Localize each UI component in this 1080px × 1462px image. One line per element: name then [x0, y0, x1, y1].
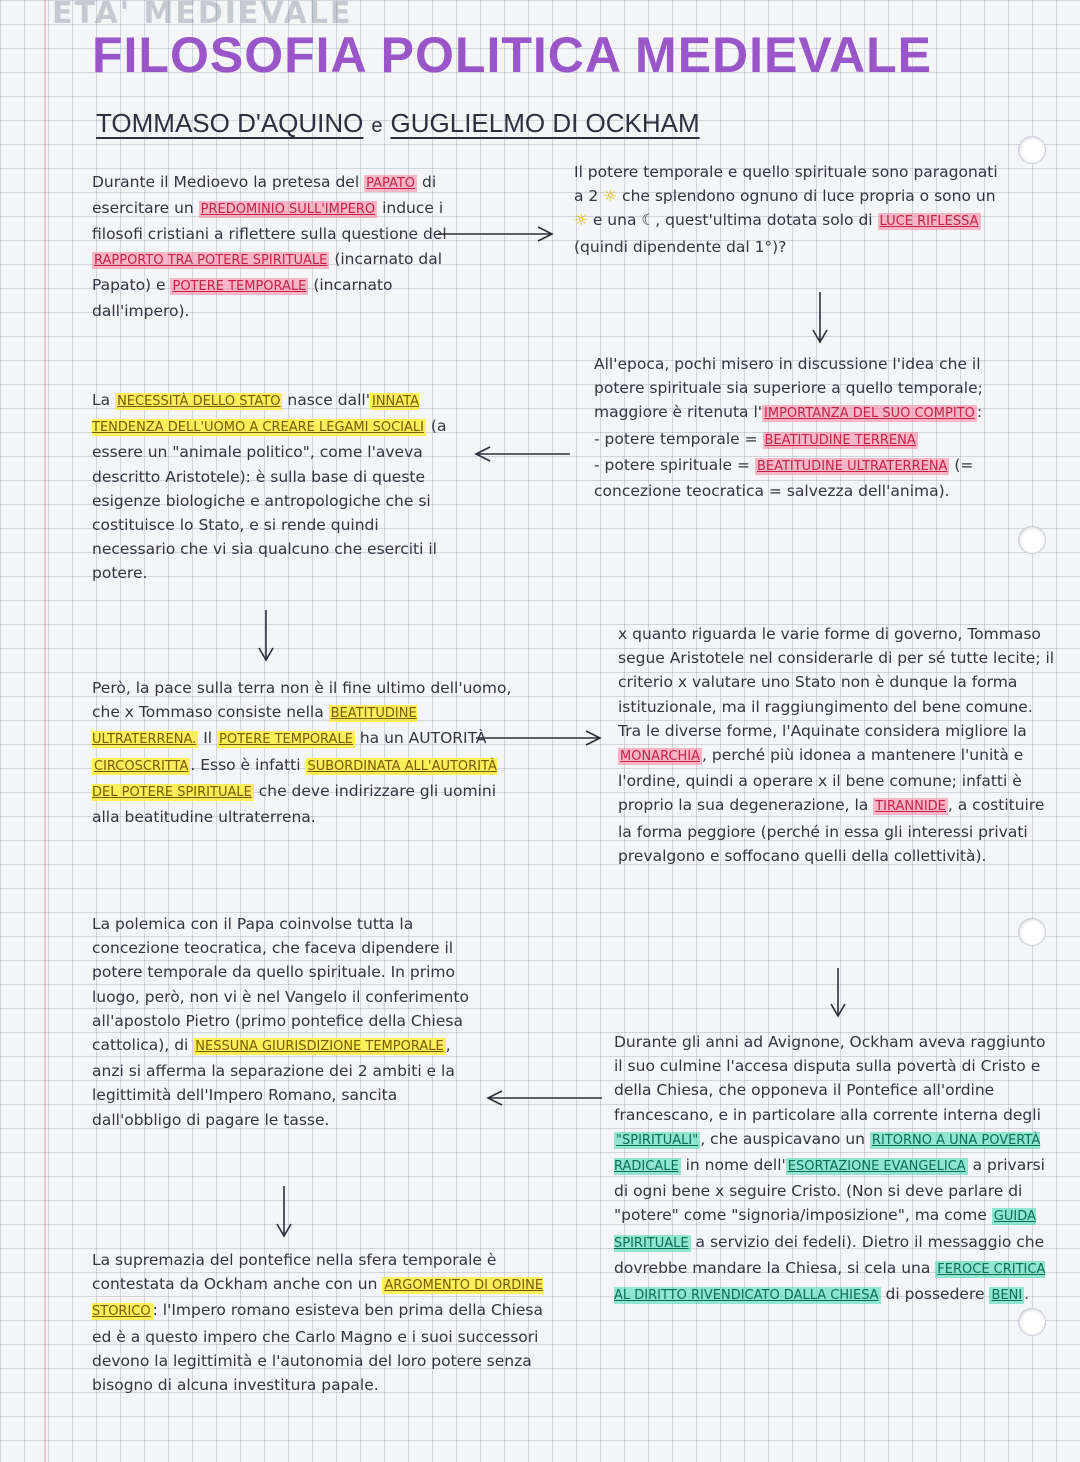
text: .: [1024, 1285, 1030, 1304]
text: All'epoca, pochi misero in discussione l'idea che il potere spirituale sia superiore a quello temporale; maggiore è ritenuta l': [594, 355, 983, 422]
highlight: ESORTAZIONE EVANGELICA: [787, 1159, 966, 1175]
text: Il potere temporale e quello spirituale sono paragonati a 2: [574, 163, 998, 206]
subtitle-conj: e: [371, 115, 383, 137]
text: a servizio dei fedeli). Dietro il messaggio che dovrebbe mandare la Chiesa, si cela una: [614, 1232, 1045, 1277]
highlight: BEATITUDINE ULTRATERRENA: [756, 458, 948, 474]
text: ha un AUTORITÀ: [354, 729, 487, 748]
text: (= concezione teocratica = salvezza dell'anima).: [594, 455, 974, 501]
subtitle-right: GUGLIELMO DI OCKHAM: [390, 108, 700, 138]
highlight: POTERE TEMPORALE: [172, 278, 307, 294]
arrow-left-1: [472, 442, 572, 466]
text: - potere temporale =: [594, 429, 763, 448]
text: - potere spirituale =: [594, 455, 755, 474]
text: :: [976, 403, 983, 422]
text: a privarsi di ogni bene x seguire Cristo. (Non si deve parlare di "potere" come "signoria/imposizione", ma come: [614, 1156, 1045, 1225]
text: che deve indirizzare gli uomini alla beatitudine ultraterrena.: [92, 781, 496, 827]
text: Però, la pace sulla terra non è il fine ultimo dell'uomo, che x Tommaso consiste nella: [92, 679, 512, 722]
text: . Esso è infatti: [190, 755, 306, 774]
text: che splendono ognuno di luce propria o sono un: [617, 187, 996, 206]
text: Il: [198, 729, 217, 748]
left-block-3: [92, 676, 522, 829]
arrow-down-4: [272, 1184, 296, 1240]
highlight: BENI: [991, 1288, 1023, 1304]
margin-line: [44, 0, 46, 1462]
right-block-2: [594, 352, 1014, 503]
text: di possedere: [880, 1285, 990, 1304]
highlight: PAPATO: [366, 176, 416, 191]
binder-hole-2: [1018, 526, 1046, 554]
arrow-left-2: [484, 1086, 604, 1110]
arrow-down-1: [808, 290, 832, 346]
highlight: TIRANNIDE: [875, 799, 946, 815]
left-block-1: [92, 170, 454, 323]
text: , che auspicavano un: [700, 1129, 870, 1148]
left-block-4: [92, 912, 484, 1132]
page-title: FILOSOFIA POLITICA MEDIEVALE: [92, 27, 933, 83]
highlight: CIRCOSCRITTA: [94, 758, 189, 774]
text: e una: [587, 211, 642, 230]
moon-icon: ☾: [641, 211, 656, 230]
text: induce i filosofi cristiani a riflettere sulla questione del: [92, 199, 447, 244]
text: , anzi si afferma la separazione dei 2 ambiti e la legittimità dell'Impero Romano, sancita dall'obbligo di pagare le tasse.: [92, 1036, 455, 1129]
text: di esercitare un: [92, 173, 437, 218]
highlight: ARGOMENTO DI ORDINE STORICO: [92, 1278, 544, 1320]
page-subtitle: [96, 108, 700, 139]
highlight: RAPPORTO TRA POTERE SPIRITUALE: [94, 252, 328, 268]
text: (quindi dipendente dal 1°)?: [574, 237, 787, 256]
left-block-2: [92, 388, 454, 586]
arrow-down-3: [826, 966, 850, 1020]
sun-icon: ☼: [603, 187, 618, 206]
highlight: MONARCHIA: [620, 749, 701, 765]
highlight: LUCE RIFLESSA: [879, 214, 979, 230]
arrow-down-2: [254, 608, 278, 664]
highlight: BEATITUDINE ULTRATERRENA.: [92, 706, 417, 748]
text: nasce dall': [282, 391, 370, 409]
highlight: RITORNO A UNA POVERTÀ RADICALE: [614, 1132, 1041, 1175]
arrow-right-1: [436, 222, 556, 246]
right-block-4: [614, 1030, 1058, 1308]
text: Durante il Medioevo la pretesa del: [92, 173, 360, 191]
text: La supremazia del pontefice nella sfera temporale è contestata da Ockham anche con un: [92, 1251, 497, 1294]
text: : l'Impero romano esisteva ben prima della Chiesa ed è a questo impero che Carlo Magno e i suoi successori devono la legittimità e l'autonomia del loro potere senza bisogno di alcuna investitura papale.: [92, 1301, 544, 1395]
text: La: [92, 391, 116, 409]
highlight: IMPORTANZA DEL SUO COMPITO: [764, 406, 975, 422]
arrow-right-2: [474, 726, 604, 750]
highlight: NECESSITÀ DELLO STATO: [117, 394, 281, 409]
binder-hole-1: [1018, 136, 1046, 164]
text: in nome dell': [680, 1156, 786, 1175]
highlight: BEATITUDINE TERRENA: [764, 432, 916, 448]
text: , a costituire la forma peggiore (perché in essa gli interessi privati prevalgono e soffocano quelli della collettività).: [618, 796, 1045, 865]
text: (incarnato dall'impero).: [92, 275, 393, 321]
sun-icon: ☼: [574, 211, 588, 230]
right-block-3: [618, 622, 1058, 868]
highlight: PREDOMINIO SULL'IMPERO: [200, 202, 376, 218]
ghost-title: ETA' MEDIEVALE: [52, 0, 353, 31]
text: Durante gli anni ad Avignone, Ockham aveva raggiunto il suo culmine l'accesa disputa sulla povertà di Cristo e della Chiesa, che opponeva il Pontefice all'ordine francescano, e in particolare alla corrente interna degli: [614, 1033, 1046, 1124]
left-block-5: [92, 1248, 544, 1397]
text: (incarnato dal Papato) e: [92, 249, 443, 294]
highlight: "SPIRITUALI": [616, 1132, 699, 1148]
text: x quanto riguarda le varie forme di governo, Tommaso segue Aristotele nel considerarle di per sé tutte lecite; il criterio x valutare uno Stato non è dunque la forma istituzionale, ma il raggiungimento del bene comune. Tra le diverse forme, l'Aquinate considera migliore la: [618, 625, 1055, 740]
text: (a essere un "animale politico", come l'aveva descritto Aristotele): è sulla base di queste esigenze biologiche e antropologiche che si costituisce lo Stato, e si rende quindi necessario che vi sia qualcuno che eserciti il potere.: [92, 417, 447, 583]
binder-hole-3: [1018, 918, 1046, 946]
text: , perché più idonea a mantenere l'unità e l'ordine, quindi a operare x il bene comune; infatti è proprio la sua degenerazione, la: [618, 746, 1024, 815]
binder-hole-4: [1018, 1308, 1046, 1336]
right-block-1: [574, 160, 1006, 259]
text: La polemica con il Papa coinvolse tutta la concezione teocratica, che faceva dipendere il potere temporale da quello spirituale. In primo luogo, però, non vi è nel Vangelo il conferimento all'apostolo Pietro (primo pontefice della Chiesa cattolica), di: [92, 915, 469, 1055]
subtitle-left: TOMMASO D'AQUINO: [96, 108, 364, 138]
highlight: SUBORDINATA ALL'AUTORITÀ DEL POTERE SPIRITUALE: [92, 758, 497, 800]
highlight: NESSUNA GIURISDIZIONE TEMPORALE: [195, 1039, 444, 1055]
highlight: GUIDA SPIRITUALE: [614, 1209, 1036, 1251]
text: , quest'ultima dotata solo di: [655, 211, 878, 230]
highlight: FEROCE CRITICA AL DIRITTO RIVENDICATO DALLA CHIESA: [614, 1261, 1046, 1304]
highlight: POTERE TEMPORALE: [219, 732, 353, 748]
highlight: INNATA TENDENZA DELL'UOMO A CREARE LEGAMI SOCIALI: [92, 394, 424, 436]
